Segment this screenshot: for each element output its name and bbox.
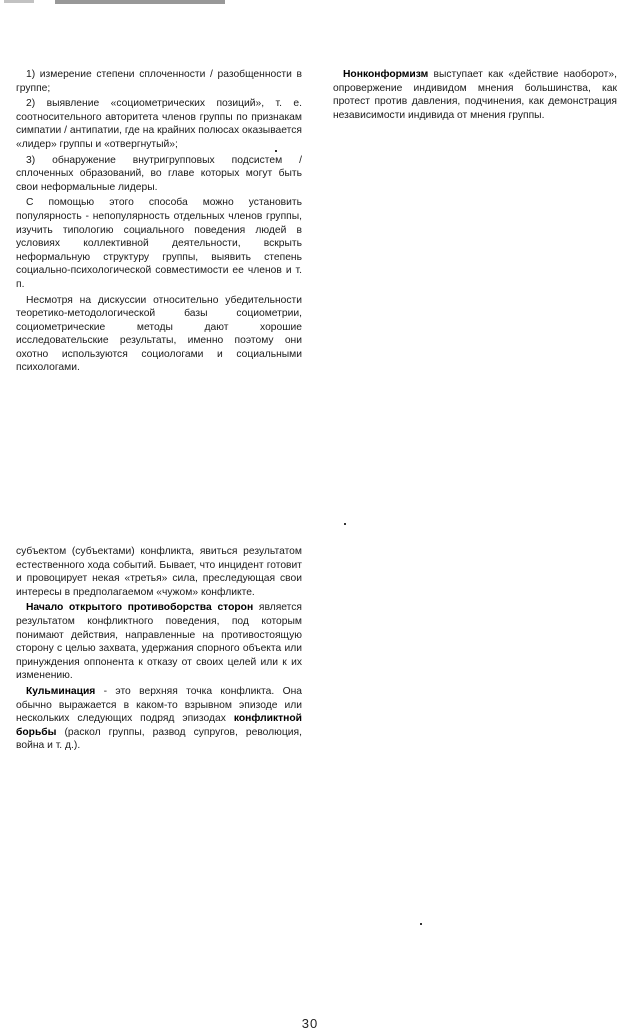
definition-text: является результатом конфликтного поведения, под которым понимают действия, направленные на противостоящую сторону с целью захвата, удержания спорного объекта или принуждения оппонента к отказу от своих целей или к их изменению.	[16, 602, 302, 682]
paragraph: Несмотря на дискуссии относительно убедительности теоретико-методологической базы социометрии, социометрические методы дают хорошие исследовательские результаты, именно поэтому они охотно используются социологами и социальными психологами.	[16, 294, 302, 374]
paragraph: 2) выявление «социометрических позиций», т. е. соотносительного авторитета членов группы по признакам симпатии / антипатии, где на крайних полюсах оказывается «лидер» группы и «отвергнутый»;	[16, 98, 302, 150]
term-culmination: Кульминация	[26, 685, 96, 697]
paragraph: С помощью этого способа можно установить популярность - непопулярность отдельных членов группы, изучить типологию социального поведения людей в условиях коллективной деятельности, вскрыть неформальную структуру группы, выявить степень социально-психологической совместимости ее членов и т. п.	[16, 197, 302, 290]
column-left-bottom	[16, 545, 302, 755]
term-nonconformism: Нонконформизм	[343, 69, 429, 80]
definition-text: (раскол группы, развод супругов, революция, война и т. д.).	[16, 726, 302, 752]
paragraph	[333, 68, 617, 122]
header-rule	[55, 0, 225, 4]
paragraph	[16, 685, 302, 753]
speck	[275, 150, 277, 152]
term-open-confrontation: Начало открытого противоборства сторон	[26, 602, 254, 614]
speck	[344, 523, 346, 525]
scan-artifact	[4, 0, 34, 3]
column-right-top	[333, 68, 617, 124]
paragraph: 1) измерение степени сплоченности / разобщенности в группе;	[16, 69, 302, 94]
definition-text: выступает как «действие наоборот», опровержение индивидом мнения большинства, как протест против давления, подчинения, как демонстрация независимости индивида от мнения группы.	[333, 69, 617, 121]
page-number: 30	[301, 1016, 319, 1031]
definition-text: - это верхняя точка конфликта. Она обычно выражается в каком-то взрывном эпизоде или нескольких следующих подряд эпизодах	[16, 685, 302, 725]
paragraph	[16, 601, 302, 683]
column-left-top	[16, 68, 302, 377]
speck	[420, 923, 422, 925]
paragraph: субъектом (субъектами) конфликта, явиться результатом естественного хода событий. Бывает, что инцидент готовит и провоцирует некая «третья» сила, преследующая свои интересы в предполагаемом «чужом» конфликте.	[16, 546, 302, 598]
paragraph: 3) обнаружение внутригрупповых подсистем / сплоченных образований, во главе которых могут быть свои неформальные лидеры.	[16, 154, 302, 193]
term-conflict-struggle: конфликтной борьбы	[16, 713, 302, 738]
